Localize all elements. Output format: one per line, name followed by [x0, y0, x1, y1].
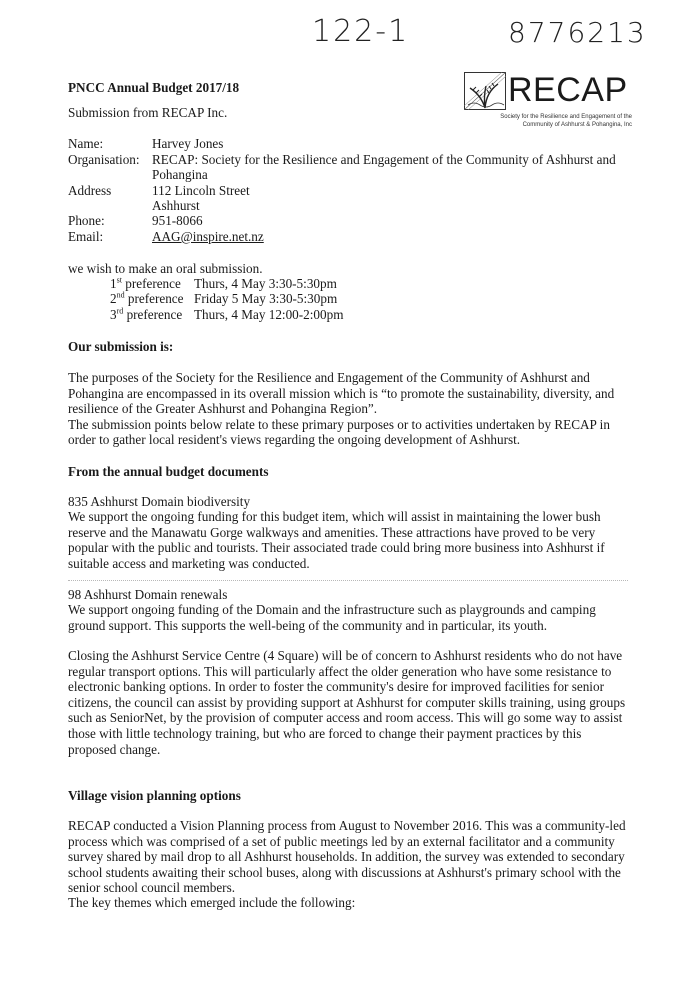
preference-2-label: preference	[124, 291, 184, 306]
oral-submission-intro: we wish to make an oral submission.	[68, 261, 263, 276]
contact-organisation-label: Organisation:	[68, 152, 140, 167]
contact-address-line2: Ashhurst	[152, 198, 200, 213]
contact-organisation-line2: Pohangina	[152, 167, 208, 182]
preference-2	[110, 291, 184, 306]
preference-1-number: 1	[110, 276, 117, 291]
recap-logo	[464, 72, 632, 136]
contact-name-label: Name:	[68, 136, 104, 151]
budget-item-98-title: 98 Ashhurst Domain renewals	[68, 587, 228, 602]
submission-heading: Our submission is:	[68, 339, 174, 354]
preference-1-time: Thurs, 4 May 3:30-5:30pm	[194, 276, 337, 291]
section-divider	[68, 580, 628, 581]
contact-name-value: Harvey Jones	[152, 136, 224, 151]
preference-2-time: Friday 5 May 3:30-5:30pm	[194, 291, 338, 306]
contact-address-label: Address	[68, 183, 112, 198]
service-centre-paragraph: Closing the Ashhurst Service Centre (4 Square) will be of concern to Ashhurst residents who do not have regular transport options. This will particularly affect the older generation who have some resistance to electronic banking options. In order to foster the community's desire for improved facilities for senior citizens, the council can assist by providing support at Ashhurst for computer skills training, using groups such as SeniorNet, by the provision of computer access and room access. This will go some way to assist those with little technology training, but who are forced to change their payment practices by this proposed change.	[68, 648, 626, 757]
preference-3-label: preference	[123, 307, 183, 322]
budget-item-98-text: We support ongoing funding of the Domain and the infrastructure such as playgrounds and camping ground support. This supports the well-being of the community and in particular, its youth.	[68, 602, 596, 633]
budget-item-835-text: We support the ongoing funding for this budget item, which will assist in maintaining the lower bush reserve and the Manawatu Gorge walkways and amenities. These attractions have proved to be very popular with the public and tourists. Their associated trade could bring more business into Ashhurst if suitable access and marketing was conducted.	[68, 509, 605, 571]
submission-body	[68, 370, 628, 448]
village-vision-heading: Village vision planning options	[68, 788, 241, 803]
contact-phone-label: Phone:	[68, 213, 105, 228]
logo-wordmark: RECAP	[508, 71, 628, 109]
village-vision-paragraph: RECAP conducted a Vision Planning process from August to November 2016. This was a community-led process which was comprised of a set of public meetings led by an external facilitator and a community survey shared by mail drop to all Ashhurst households. In addition, the survey was extended to secondary school students awaiting their school buses, along with discussions at Ashhurst's primary school with the senior school council members.	[68, 818, 626, 896]
budget-heading: From the annual budget documents	[68, 464, 269, 479]
document-title: PNCC Annual Budget 2017/18	[68, 80, 240, 95]
budget-item-835-title: 835 Ashhurst Domain biodiversity	[68, 494, 251, 509]
contact-phone-value: 951-8066	[152, 213, 203, 228]
contact-address-line1: 112 Lincoln Street	[152, 183, 250, 198]
preference-3	[110, 307, 182, 322]
preference-3-suffix: rd	[116, 306, 124, 316]
preference-3-number: 3	[110, 307, 117, 322]
preference-3-time: Thurs, 4 May 12:00-2:00pm	[194, 307, 344, 322]
preference-2-suffix: nd	[116, 290, 125, 300]
key-themes-intro: The key themes which emerged include the following:	[68, 895, 356, 910]
preference-1	[110, 276, 181, 291]
preference-2-number: 2	[110, 291, 117, 306]
document-subtitle: Submission from RECAP Inc.	[68, 105, 228, 120]
submission-paragraph-points: The submission points below relate to these primary purposes or to activities undertaken by RECAP in order to gather local resident's views regarding the ongoing development of Ashhurst.	[68, 416, 610, 448]
preference-1-label: preference	[121, 276, 181, 291]
logo-tagline-line1: Society for the Resilience and Engagement of the	[500, 114, 632, 120]
submission-paragraph-purpose: The purposes of the Society for the Resilience and Engagement of the Community of Ashhurst and Pohangina are encompassed in its overall mission which is “to promote the sustainability, diversity, and resilience of the Greater Ashhurst and Pohangina Region”.	[68, 370, 615, 417]
contact-email-label: Email:	[68, 229, 104, 244]
contact-email-link[interactable]: AAG@inspire.net.nz	[152, 229, 264, 244]
handwritten-reference-number: 8776213	[508, 16, 647, 49]
handwritten-page-number: 122-1	[312, 14, 410, 49]
contact-organisation-line1: RECAP: Society for the Resilience and Engagement of the Community of Ashhurst and	[152, 152, 616, 167]
fern-emblem-icon	[464, 72, 506, 110]
logo-tagline-line2: Community of Ashhurst & Pohangina, Inc	[522, 122, 632, 128]
preference-1-suffix: st	[116, 275, 122, 285]
